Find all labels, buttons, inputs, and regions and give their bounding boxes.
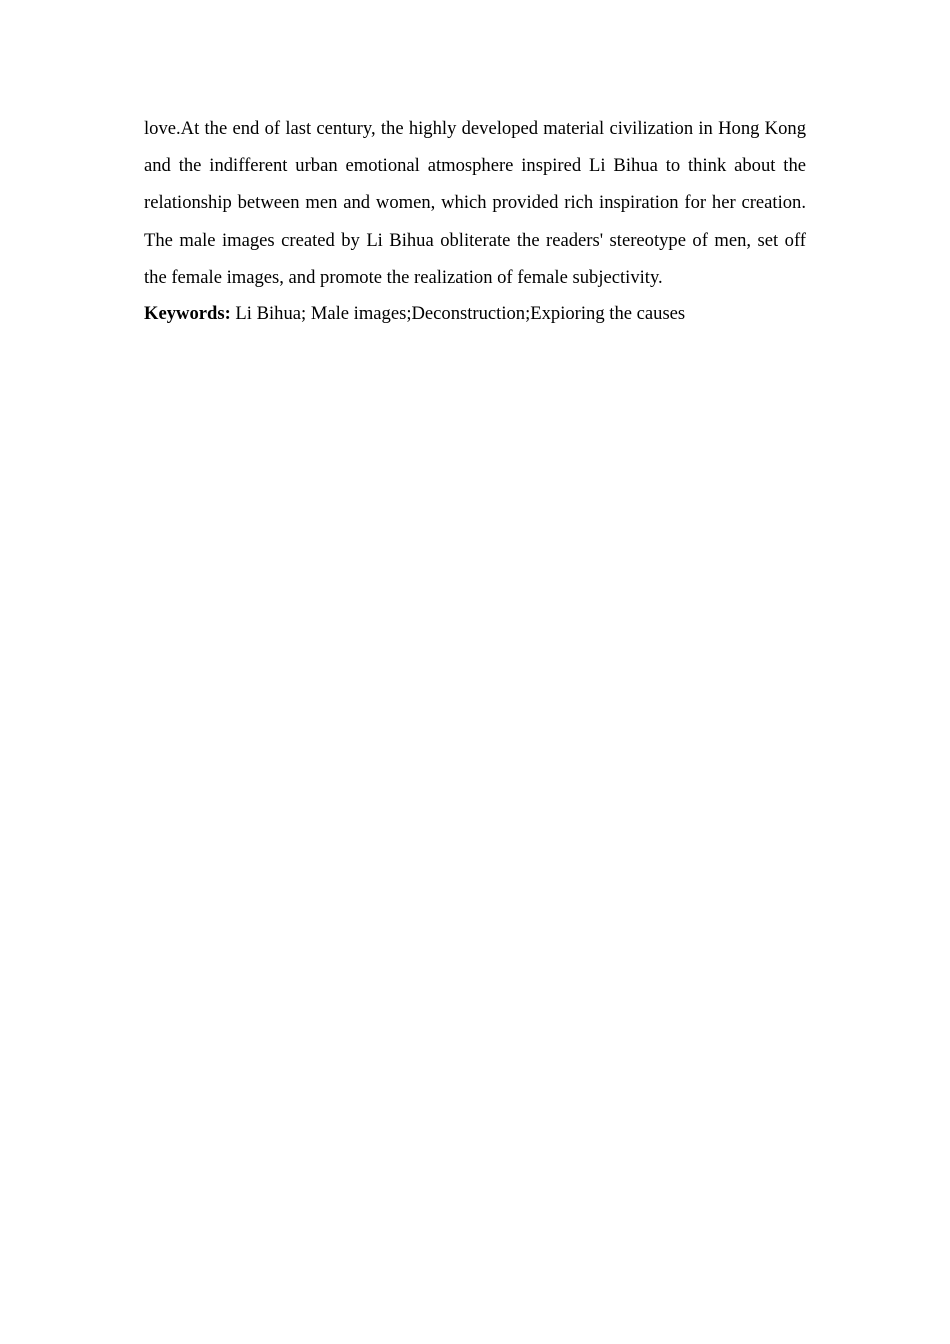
keywords-line: [144, 296, 806, 331]
abstract-section: [144, 110, 806, 331]
keywords-label: Keywords:: [144, 303, 231, 325]
keywords-text: Li Bihua; Male images;Deconstruction;Expioring the causes: [230, 303, 686, 325]
abstract-paragraph: love.At the end of last century, the highly developed material civilization in Hong Kong and the indifferent urban emotional atmosphere inspired Li Bihua to think about the relationship between men and women, which provided rich inspiration for her creation. The male images created by Li Bihua obliterate the readers' stereotype of men, set off the female images, and promote the realization of female subjectivity.: [144, 118, 806, 288]
